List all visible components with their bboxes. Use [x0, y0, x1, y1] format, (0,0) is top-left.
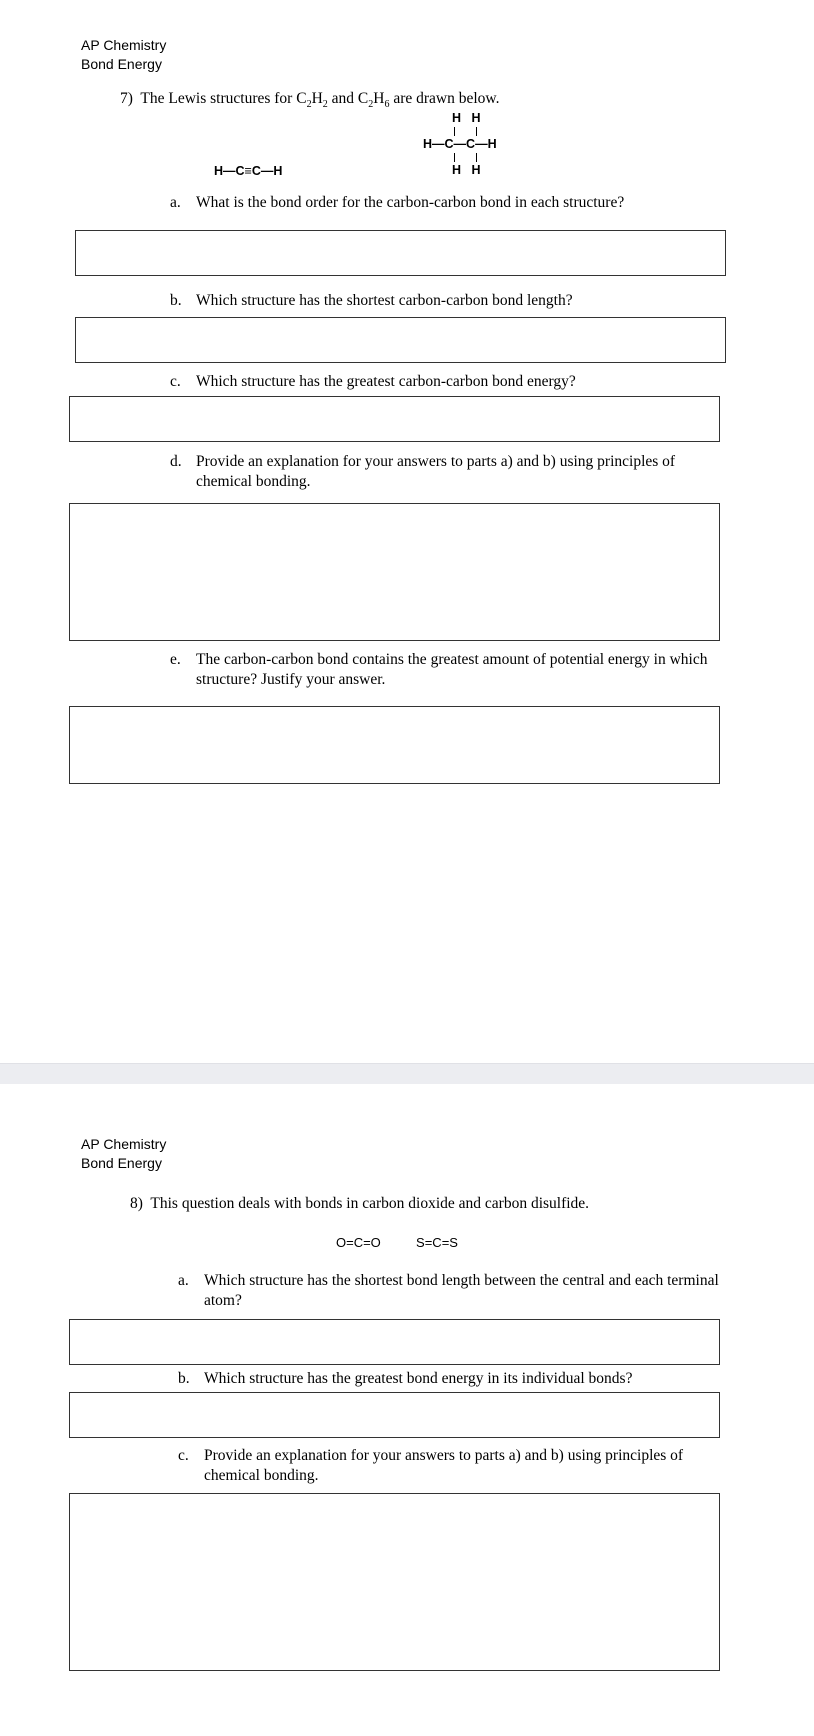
question-number: 8) — [130, 1195, 143, 1212]
unit-title: Bond Energy — [81, 1155, 162, 1171]
unit-title: Bond Energy — [81, 56, 162, 72]
bond-line — [476, 127, 477, 136]
co2-formula: O=C=O — [336, 1235, 381, 1250]
course-title: AP Chemistry — [81, 1136, 167, 1152]
formulas-row — [336, 1235, 458, 1250]
bond-line — [454, 153, 455, 162]
part-8a: a. Which structure has the shortest bond length between the central and each terminal atom? — [178, 1272, 719, 1309]
part-7e: e. The carbon-carbon bond contains the greatest amount of potential energy in which structure? Justify your answer. — [170, 651, 708, 688]
ethane-lewis-structure — [420, 107, 530, 187]
ethane-top-hydrogens: H H — [452, 111, 481, 125]
worksheet-page-1: AP Chemistry Bond Energy 7) The Lewis structures for $C_2H_2$ and $C_2H_6$ are drawn below. H H H—C—C—H H H H—C≡C—H a. What is the bond order for the carbon-carbon bond in each structure? b. Which structure has the shortest carbon-carbon bond length? c. Which structure has the greatest carbon-carbon bond energy? d. Provide an explanation for your answers to parts a) and b) using principles of chemical bonding. e. The carbon-carbon bond contains the greatest amount of potential energy in which structure? Justify your answer. — [0, 0, 814, 1063]
answer-box-8c[interactable] — [69, 1493, 720, 1671]
question-number: 7) — [120, 90, 133, 107]
answer-box-7e[interactable] — [69, 706, 720, 784]
ethane-bottom-hydrogens: H H — [452, 163, 481, 177]
answer-box-7b[interactable] — [75, 317, 726, 363]
cs2-formula: S=C=S — [416, 1235, 458, 1250]
acetylene-lewis-structure: H—C≡C—H — [214, 164, 283, 178]
course-title: AP Chemistry — [81, 37, 167, 53]
answer-box-8a[interactable] — [69, 1319, 720, 1365]
bond-line — [454, 127, 455, 136]
question-8-intro: 8) This question deals with bonds in carbon dioxide and carbon disulfide. — [130, 1195, 590, 1212]
bond-line — [476, 153, 477, 162]
answer-box-8b[interactable] — [69, 1392, 720, 1438]
answer-box-7d[interactable] — [69, 503, 720, 641]
answer-box-7c[interactable] — [69, 396, 720, 442]
answer-box-7a[interactable] — [75, 230, 726, 276]
page-separator — [0, 1063, 814, 1085]
worksheet-page-2: AP Chemistry Bond Energy 8) This question deals with bonds in carbon dioxide and carbon disulfide. O=C=O S=C=S a. Which structure has the shortest bond length between the central and each terminal atom? b. Which structure has the greatest bond energy in its individual bonds? c. Provide an explanation for your answers to parts a) and b) using principles of chemical bonding. — [0, 1084, 814, 1736]
part-7d: d. Provide an explanation for your answers to parts a) and b) using principles of chemical bonding. — [170, 453, 676, 490]
part-8c: c. Provide an explanation for your answers to parts a) and b) using principles of chemical bonding. — [178, 1447, 684, 1484]
question-7-intro: 7) The Lewis structures for $C_2H_2$ and $C_2H_6$ are drawn below. — [120, 90, 500, 111]
ethane-backbone: H—C—C—H — [423, 137, 497, 151]
